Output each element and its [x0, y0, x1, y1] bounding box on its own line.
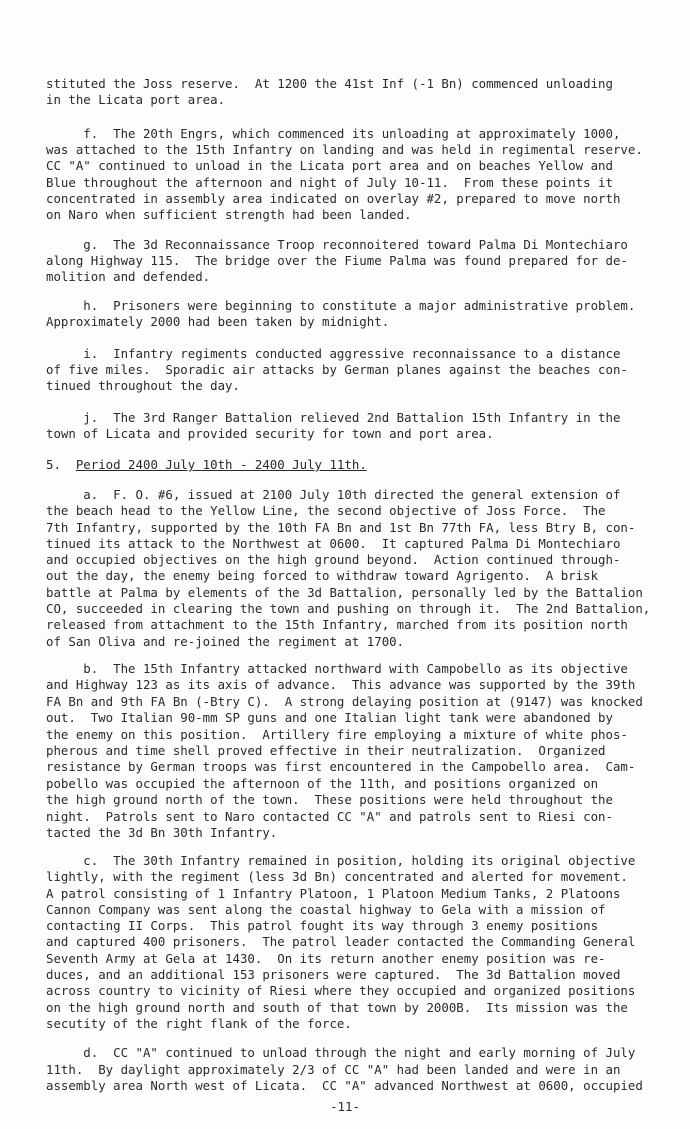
paragraph-5b — [46, 661, 674, 841]
text-line: Approximately 2000 had been taken by midnight. — [46, 314, 390, 330]
text-line: out the day, the enemy being forced to withdraw toward Agrigento. A brisk — [46, 568, 599, 584]
text-line: c. The 30th Infantry remained in position, holding its original objective — [46, 853, 636, 868]
text-line: and occupied objectives on the high ground beyond. Action continued through- — [46, 552, 621, 568]
text-line: across country to vicinity of Riesi where they occupied and organized positions — [46, 983, 636, 999]
text-line: f. The 20th Engrs, which commenced its unloading at approximately 1000, — [46, 126, 621, 141]
text-line: of San Oliva and re-joined the regiment at 1700. — [46, 633, 405, 649]
text-line: battle at Palma by elements of the 3d Battalion, personally led by the Battalion — [46, 584, 643, 600]
text-line: out. Two Italian 90-mm SP guns and one Italian light tank were abandoned by — [46, 710, 613, 726]
text-line: town of Licata and provided security for town and port area. — [46, 426, 494, 442]
text-line: duces, and an additional 153 prisoners were captured. The 3d Battalion moved — [46, 967, 621, 983]
text-line: on Naro when sufficient strength had been landed. — [46, 207, 412, 223]
paragraph-g — [46, 237, 674, 286]
text-line: Seventh Army at Gela at 1430. On its return another enemy position was re- — [46, 950, 606, 966]
text-line: 11th. By daylight approximately 2/3 of CC "A" had been landed and were in an — [46, 1061, 621, 1077]
text-line: contacting II Corps. This patrol fought its way through 3 enemy positions — [46, 918, 599, 934]
text-line: A patrol consisting of 1 Infantry Platoon, 1 Platoon Medium Tanks, 2 Platoons — [46, 885, 621, 901]
text-line: Blue throughout the afternoon and night of July 10-11. From these points it — [46, 174, 613, 190]
text-line: b. The 15th Infantry attacked northward with Campobello as its objective — [46, 661, 628, 676]
text-line: pobello was occupied the afternoon of the 11th, and positions organized on — [46, 775, 599, 791]
text-line: on the high ground north and south of that town by 2000B. Its mission was the — [46, 999, 628, 1015]
text-line: released from attachment to the 15th Infantry, marched from its position north — [46, 617, 628, 633]
text-line: of five miles. Sporadic air attacks by German planes against the beaches con- — [46, 362, 628, 378]
paragraph-h — [46, 298, 674, 330]
text-line: in the Licata port area. — [46, 92, 226, 108]
section-number: 5. — [46, 457, 61, 472]
text-line: stituted the Joss reserve. At 1200 the 41st Inf (-1 Bn) commenced unloading — [46, 76, 613, 91]
text-line: j. The 3rd Ranger Battalion relieved 2nd Battalion 15th Infantry in the — [46, 410, 621, 425]
text-line: lightly, with the regiment (less 3d Bn) concentrated and alerted for movement. — [46, 869, 628, 885]
text-line: secutity of the right flank of the force. — [46, 1015, 352, 1031]
text-line: g. The 3d Reconnaissance Troop reconnoitered toward Palma Di Montechiaro — [46, 237, 628, 252]
text-line: along Highway 115. The bridge over the Fiume Palma was found prepared for de- — [46, 253, 628, 269]
text-line: the high ground north of the town. These positions were held throughout the — [46, 792, 613, 808]
paragraph-5c — [46, 853, 674, 1032]
text-line: molition and defended. — [46, 269, 211, 285]
text-line: a. F. O. #6, issued at 2100 July 10th directed the general extension of — [46, 487, 621, 502]
text-line: tinued its attack to the Northwest at 0600. It captured Palma Di Montechiaro — [46, 535, 621, 551]
text-line: h. Prisoners were beginning to constitute a major administrative problem. — [46, 298, 636, 313]
text-line: assembly area North west of Licata. CC "A" advanced Northwest at 0600, occupied — [46, 1078, 643, 1094]
text-line: the beach head to the Yellow Line, the second objective of Joss Force. The — [46, 503, 606, 519]
paragraph-cont — [46, 76, 674, 108]
text-line: d. CC "A" continued to unload through the night and early morning of July — [46, 1045, 636, 1060]
page-number: -11- — [330, 1099, 360, 1114]
text-line: resistance by German troops was first encountered in the Campobello area. Cam- — [46, 759, 636, 775]
text-line: the enemy on this position. Artillery fire employing a mixture of white phos- — [46, 726, 628, 742]
text-line: night. Patrols sent to Naro contacted CC "A" and patrols sent to Riesi con- — [46, 808, 613, 824]
section-heading — [46, 457, 367, 473]
paragraph-5a — [46, 487, 674, 650]
text-line: and captured 400 prisoners. The patrol leader contacted the Commanding General — [46, 934, 636, 950]
text-line: concentrated in assembly area indicated on overlay #2, prepared to move north — [46, 190, 621, 206]
paragraph-j — [46, 410, 674, 442]
section-title: Period 2400 July 10th - 2400 July 11th. — [75, 457, 367, 472]
text-line: CO, succeeded in clearing the town and pushing on through it. The 2nd Battalion, — [46, 601, 651, 617]
text-line: tinued throughout the day. — [46, 378, 240, 394]
text-line: 7th Infantry, supported by the 10th FA Bn and 1st Bn 77th FA, less Btry B, con- — [46, 519, 636, 535]
text-line: tacted the 3d Bn 30th Infantry. — [46, 825, 278, 841]
text-line: CC "A" continued to unload in the Licata port area and on beaches Yellow and — [46, 158, 613, 174]
text-line: FA Bn and 9th FA Bn (-Btry C). A strong delaying position at (9147) was knocked — [46, 693, 643, 709]
text-line: was attached to the 15th Infantry on landing and was held in regimental reserve. — [46, 142, 643, 158]
paragraph-f — [46, 126, 674, 223]
paragraph-5d — [46, 1045, 674, 1095]
text-line: pherous and time shell proved effective in their neutralization. Organized — [46, 743, 606, 759]
text-line: and Highway 123 as its axis of advance. This advance was supported by the 39th — [46, 677, 636, 693]
text-line: Cannon Company was sent along the coastal highway to Gela with a mission of — [46, 901, 606, 917]
text-line: i. Infantry regiments conducted aggressive reconnaissance to a distance — [46, 346, 621, 361]
paragraph-i — [46, 346, 674, 395]
